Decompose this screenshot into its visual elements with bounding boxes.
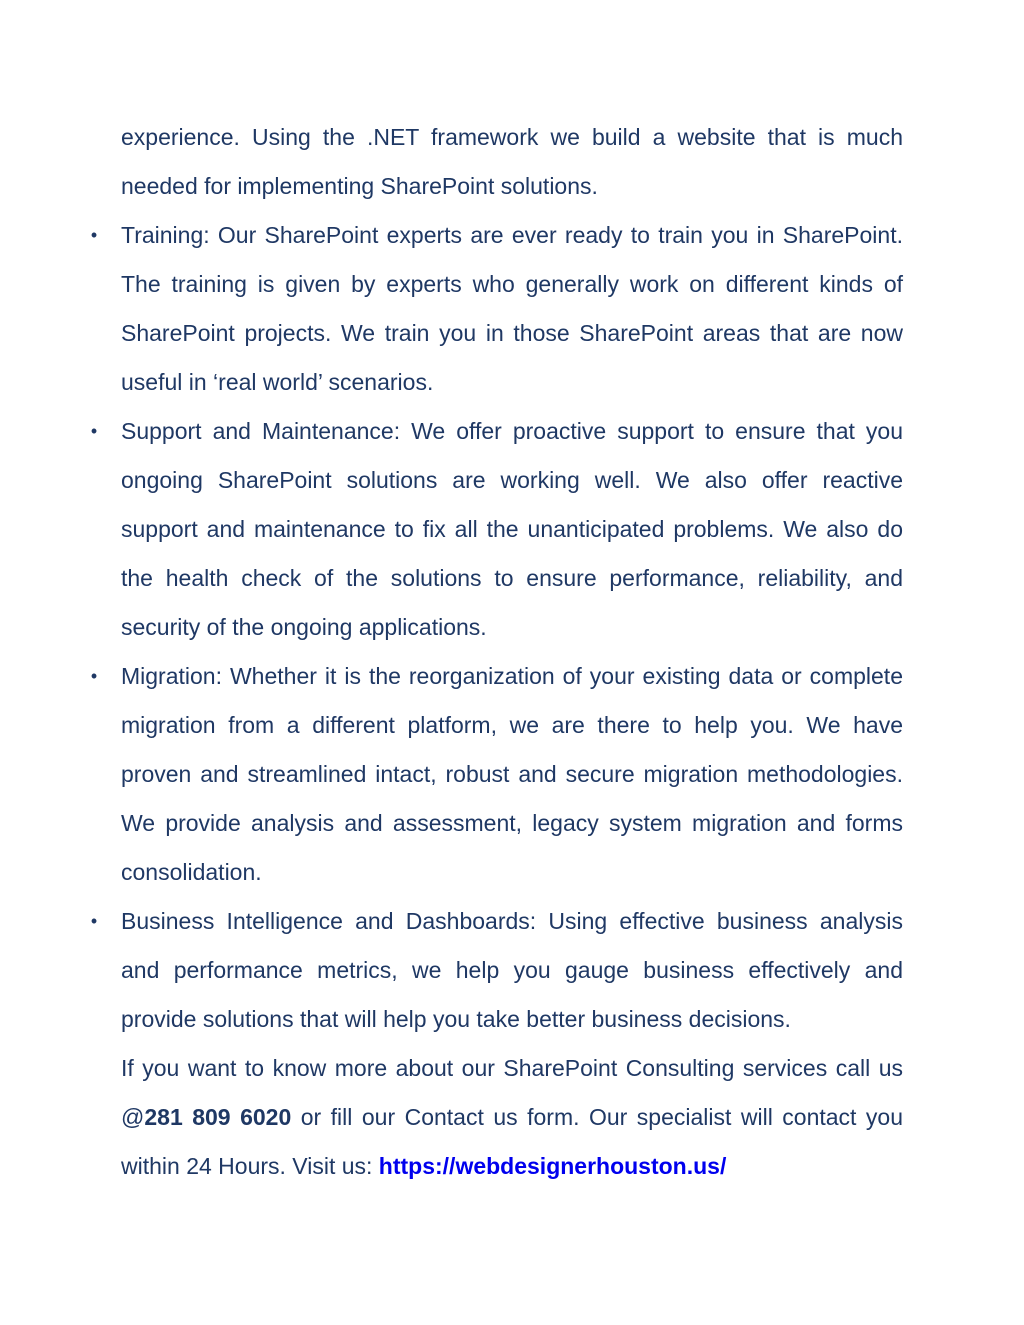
closing-text-part2: or fill our Contact us form. Our specialist will contact you within 24 Hours. Visit us: bbox=[121, 1104, 904, 1179]
bullet-text-business-intelligence: Business Intelligence and Dashboards: Using effective business analysis and performance metrics, we help you gauge business effectively and provide solutions that will help you take better business decisions. bbox=[121, 908, 903, 1032]
website-link[interactable]: https://webdesignerhouston.us/ bbox=[378, 1153, 727, 1179]
bullet-item-business-intelligence bbox=[90, 897, 903, 1044]
bullet-icon: • bbox=[90, 666, 98, 686]
bullet-icon: • bbox=[90, 911, 98, 931]
bullet-text-support-maintenance: Support and Maintenance: We offer proactive support to ensure that you ongoing SharePoint solutions are working well. We also offer reactive support and maintenance to fix all the unanticipated problems. We also do the health check of the solutions to ensure performance, reliability, and security of the ongoing applications. bbox=[121, 418, 903, 640]
document-body bbox=[90, 113, 904, 1191]
closing-paragraph bbox=[121, 1044, 903, 1191]
closing-text-part1: If you want to know more about our SharePoint Consulting services call us @ bbox=[121, 1055, 903, 1130]
bullet-icon: • bbox=[90, 225, 98, 245]
bullet-text-migration: Migration: Whether it is the reorganization of your existing data or complete migration from a different platform, we are there to help you. We have proven and streamlined intact, robust and secure migration methodologies. We provide analysis and assessment, legacy system migration and forms consolidation. bbox=[121, 663, 903, 885]
bullet-item-support-maintenance bbox=[90, 407, 903, 652]
phone-number: 281 809 6020 bbox=[144, 1104, 292, 1130]
bullet-item-training bbox=[90, 211, 903, 407]
bullet-text-training: Training: Our SharePoint experts are ever ready to train you in SharePoint. The training is given by experts who generally work on different kinds of SharePoint projects. We train you in those SharePoint areas that are now useful in ‘real world’ scenarios. bbox=[121, 222, 903, 395]
services-bullet-list bbox=[90, 211, 903, 1044]
bullet-item-migration bbox=[90, 652, 903, 897]
bullet-icon: • bbox=[90, 421, 98, 441]
intro-paragraph: experience. Using the .NET framework we build a website that is much needed for implementing SharePoint solutions. bbox=[121, 124, 903, 199]
